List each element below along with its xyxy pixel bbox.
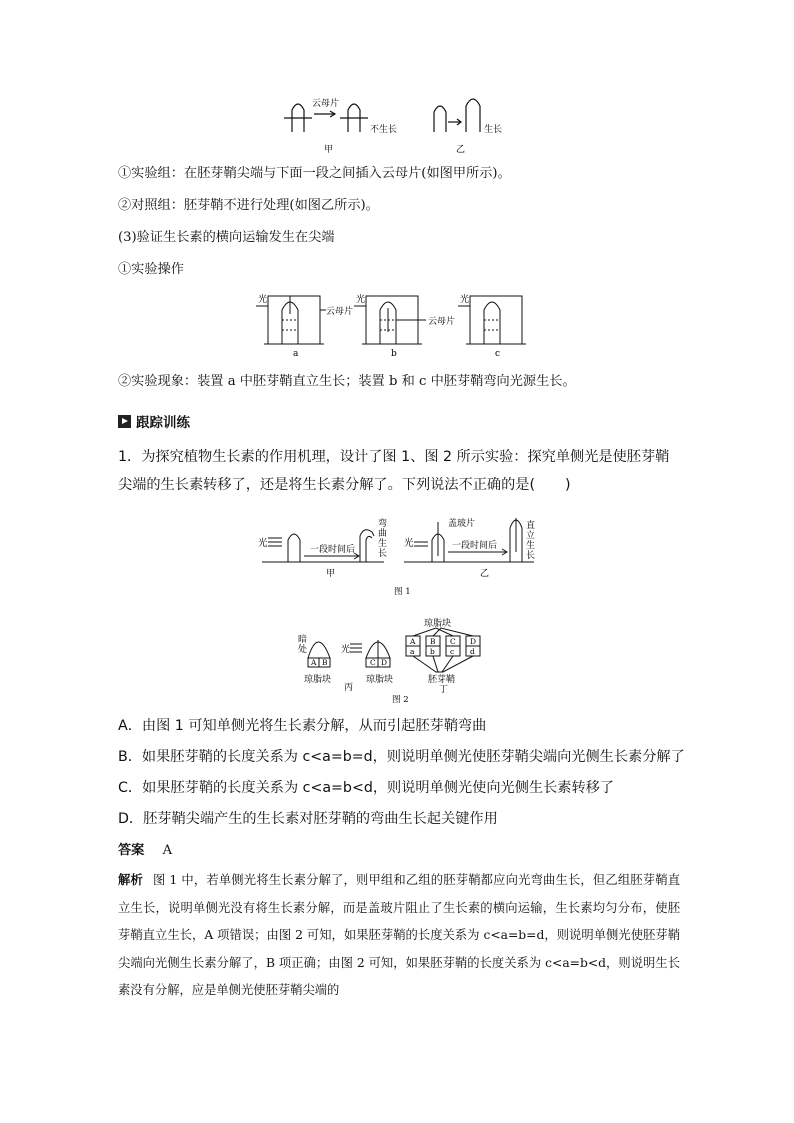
caption-jia: 甲 (324, 145, 334, 155)
light-label-b: 光 (356, 295, 366, 305)
answer-label: 答案 (118, 843, 145, 858)
block-B: B (322, 658, 328, 667)
fig2-ding: 丁 (439, 685, 449, 695)
experiment-group-line: ①实验组：在胚芽鞘尖端与下面一段之间插入云母片(如图甲所示)。 (118, 166, 511, 181)
figure-2 (296, 612, 496, 704)
figure-mica-experiment (280, 92, 520, 158)
caption-yi: 乙 (456, 145, 466, 155)
fig1-jia: 甲 (326, 569, 336, 579)
upright-char-1: 直 (526, 521, 536, 531)
label-b: b (391, 349, 397, 359)
analysis-text: 图 1 中，若单侧光将生长素分解了，则甲组和乙组的胚芽鞘都应向光弯曲生长，但乙组胚芽鞘直立生长，说明单侧光没有将生长素分解，而是盖玻片阻止了生长素的横向运输，生长素均匀分布，使胚芽鞘直立生长，A 项错误；由图 2 可知，如果胚芽鞘的长度关系为 c<a=b=d，则说明单侧光使胚芽鞘尖端向光侧生长素分解了，B 项正确；由图 2 可知，如果胚芽鞘的长度关系为 c<a=b<d，则说明生长素没有分解，应是单侧光使胚芽鞘尖端的 (118, 873, 680, 998)
subsection-heading: (3)验证生长素的横向运输发生在尖端 (118, 230, 335, 245)
option-b: B．如果胚芽鞘的长度关系为 c<a=b=d，则说明单侧光使胚芽鞘尖端向光侧生长素分解了 (118, 749, 685, 765)
phenomenon-line: ②实验现象：装置 a 中胚芽鞘直立生长；装置 b 和 c 中胚芽鞘弯向光源生长。 (118, 374, 576, 389)
section-title: 跟踪训练 (136, 415, 190, 431)
bend-char-2: 曲 (378, 529, 388, 539)
no-growth-label: 不生长 (370, 125, 398, 135)
cell-B: B (430, 637, 436, 646)
operation-heading: ①实验操作 (118, 262, 184, 277)
light-label-c: 光 (460, 295, 470, 305)
label-c: c (495, 349, 501, 359)
figure-1 (254, 512, 544, 598)
bend-char-1: 弯 (378, 519, 388, 529)
fig1-light-jia: 光 (258, 538, 268, 549)
cell-D: D (470, 637, 477, 646)
control-group-line: ②对照组：胚芽鞘不进行处理(如图乙所示)。 (118, 198, 379, 213)
agar-label-right: 琼脂块 (366, 675, 394, 685)
section-heading (118, 411, 190, 431)
answer-value: A (162, 843, 173, 858)
fig2-bing: 丙 (344, 683, 354, 693)
analysis-paragraph (118, 866, 680, 1005)
mica-label: 云母片 (312, 99, 340, 109)
bend-char-4: 长 (378, 549, 388, 559)
figure-lateral-transport (256, 290, 556, 360)
label-a: a (293, 349, 299, 359)
block-C: C (370, 658, 376, 667)
upright-char-3: 生 (526, 541, 536, 551)
play-icon (118, 415, 131, 428)
dark-char-1: 暗 (298, 635, 308, 645)
growth-label: 生长 (484, 125, 503, 135)
light-label-a: 光 (258, 295, 268, 305)
option-a: A．由图 1 可知单侧光将生长素分解，从而引起胚芽鞘弯曲 (118, 718, 487, 734)
fig2-light: 光 (341, 645, 351, 655)
upright-char-2: 立 (526, 531, 536, 541)
fig1-after-jia: 一段时间后 (310, 545, 356, 555)
cell-C: C (450, 637, 456, 646)
dark-char-2: 处 (298, 645, 308, 655)
option-c: C．如果胚芽鞘的长度关系为 c<a=b<d，则说明单侧光使向光侧生长素转移了 (118, 780, 615, 796)
cover-glass-label: 盖玻片 (448, 519, 476, 529)
fig2-caption: 图 2 (392, 695, 409, 704)
mica-label-a: 云母片 (326, 307, 354, 317)
coleoptile-label: 胚芽鞘 (428, 675, 456, 685)
cell-A: A (410, 637, 416, 646)
option-d: D．胚芽鞘尖端产生的生长素对胚芽鞘的弯曲生长起关键作用 (118, 811, 498, 827)
cell-b: b (430, 647, 435, 656)
fig1-caption: 图 1 (394, 587, 411, 597)
block-A: A (311, 658, 317, 667)
fig1-yi: 乙 (480, 569, 490, 579)
block-D: D (381, 658, 388, 667)
fig1-after-yi: 一段时间后 (452, 541, 498, 551)
fig1-light-yi: 光 (404, 538, 414, 549)
cell-a: a (410, 647, 415, 656)
cell-d: d (470, 647, 475, 656)
analysis-label: 解析 (118, 872, 143, 887)
upright-char-4: 长 (526, 551, 536, 561)
cell-c: c (450, 647, 455, 656)
mica-label-b: 云母片 (428, 317, 456, 327)
question-stem: 1．为探究植物生长素的作用机理，设计了图 1、图 2 所示实验：探究单侧光是使胚芽鞘尖端的生长素转移了，还是将生长素分解了。下列说法不正确的是( ) (118, 449, 670, 493)
agar-label-left: 琼脂块 (304, 675, 332, 685)
answer-line (118, 843, 172, 859)
bend-char-3: 生 (378, 539, 388, 549)
agar-label-top: 琼脂块 (424, 619, 452, 629)
